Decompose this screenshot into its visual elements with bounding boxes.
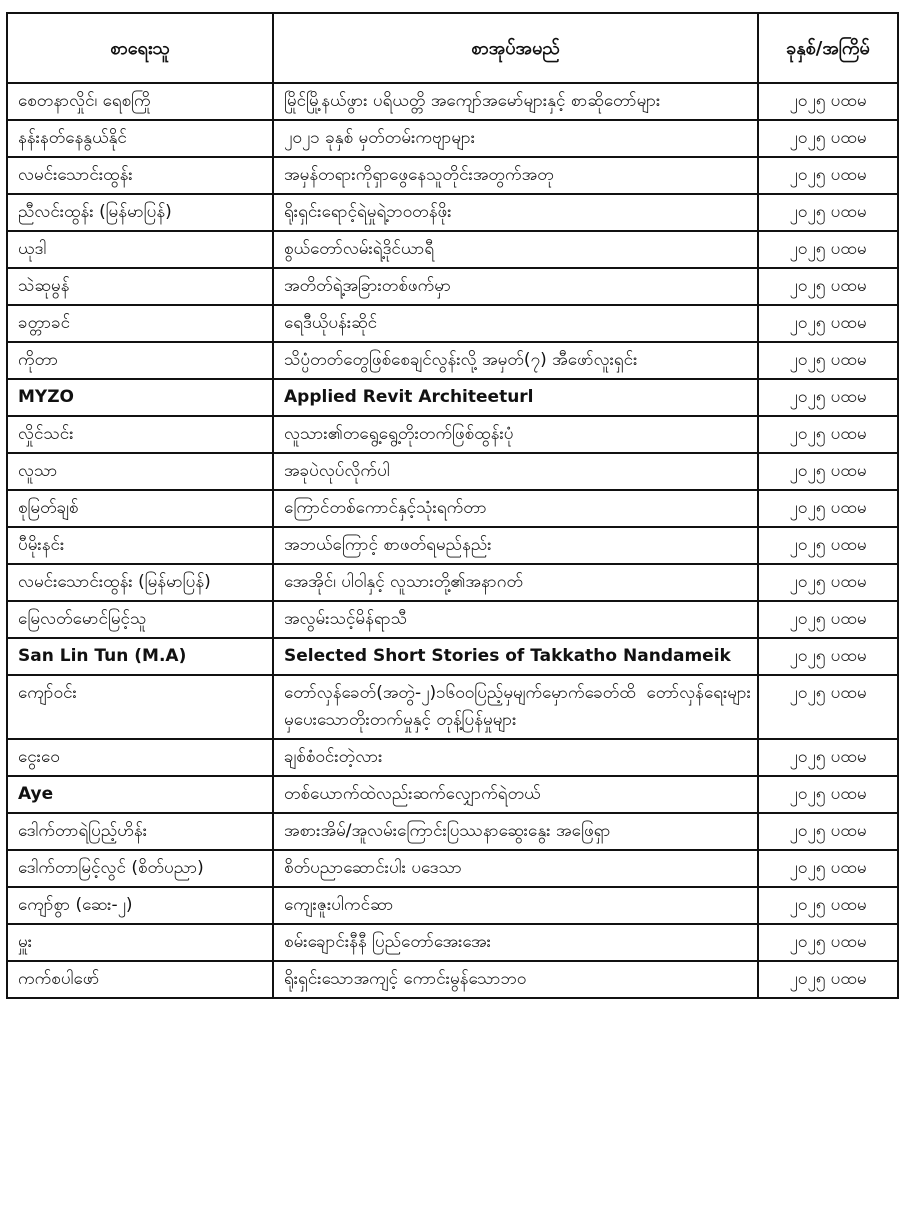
title-cell: Applied Revit Architeeturl xyxy=(273,379,758,416)
table-row xyxy=(7,850,898,887)
title-cell: တစ်ယောက်ထဲလည်းဆက်လျှောက်ရဲတယ် xyxy=(273,776,758,813)
author-cell: ဒေါက်တာရဲပြည့်ဟိန်း xyxy=(7,813,273,850)
edition-cell: ၂၀၂၅ ပထမ xyxy=(758,527,898,564)
title-cell: လူသား၏တရွေ့ရွေ့တိုးတက်ဖြစ်ထွန်းပုံ xyxy=(273,416,758,453)
title-cell: အမှန်တရားကိုရှာဖွေနေသူတိုင်းအတွက်အတု xyxy=(273,157,758,194)
table-row xyxy=(7,120,898,157)
edition-cell: ၂၀၂၅ ပထမ xyxy=(758,157,898,194)
edition-cell: ၂၀၂၅ ပထမ xyxy=(758,887,898,924)
title-cell: တော်လှန်ခေတ်(အတွဲ-၂)၁၆၀၀ပြည့်မှမျက်မှောက်ခေတ်ထိ တော်လှန်ရေးများမှပေးသောတိုးတက်မှုနှင့် တုန့်ပြန်မှုများ xyxy=(273,675,758,739)
title-cell: အလွမ်းသင့်မိန်ရာသီ xyxy=(273,601,758,638)
author-cell: လမင်းသောင်းထွန်း xyxy=(7,157,273,194)
author-cell: ကိုတာ xyxy=(7,342,273,379)
edition-cell: ၂၀၂၅ ပထမ xyxy=(758,850,898,887)
table-row xyxy=(7,157,898,194)
table-row xyxy=(7,268,898,305)
author-column-header: စာရေးသူ xyxy=(7,13,273,83)
author-cell: မြေလတ်မောင်မြင့်သူ xyxy=(7,601,273,638)
table-row xyxy=(7,342,898,379)
edition-cell: ၂၀၂၅ ပထမ xyxy=(758,490,898,527)
title-cell: မြိုင်မြို့နယ်ဖွား ပရိယတ္တိ အကျော်အမော်များနှင့် စာဆိုတော်များ xyxy=(273,83,758,120)
title-cell: ၂၀၂၁ ခုနှစ် မှတ်တမ်းကဗျာများ xyxy=(273,120,758,157)
table-row xyxy=(7,83,898,120)
edition-cell: ၂၀၂၅ ပထမ xyxy=(758,453,898,490)
title-cell: စမ်းချောင်းနီနီ ပြည်တော်အေးအေး xyxy=(273,924,758,961)
edition-cell: ၂၀၂၅ ပထမ xyxy=(758,675,898,739)
title-cell: ရိုးရှင်းသောအကျင့် ကောင်းမွန်သောဘဝ xyxy=(273,961,758,998)
title-cell: အခုပဲလုပ်လိုက်ပါ xyxy=(273,453,758,490)
title-cell: အေအိုင်၊ ပါဝါနှင့် လူသားတို့၏အနာဂတ် xyxy=(273,564,758,601)
table-row xyxy=(7,527,898,564)
table-row xyxy=(7,231,898,268)
table-row xyxy=(7,453,898,490)
author-cell: ခတ္တာခင် xyxy=(7,305,273,342)
table-row xyxy=(7,305,898,342)
edition-cell: ၂၀၂၅ ပထမ xyxy=(758,961,898,998)
author-cell: သဲဆုမွန် xyxy=(7,268,273,305)
title-cell: သိပ္ပံတတ်တွေဖြစ်စေချင်လွန်းလို့ အမှတ်(၇) အီဖော်လူးရှင်း xyxy=(273,342,758,379)
table-row xyxy=(7,564,898,601)
edition-cell: ၂၀၂၅ ပထမ xyxy=(758,342,898,379)
table-body xyxy=(7,83,898,998)
author-cell: လှိုင်သင်း xyxy=(7,416,273,453)
table-row xyxy=(7,194,898,231)
title-cell: အတိတ်ရဲ့အခြားတစ်ဖက်မှာ xyxy=(273,268,758,305)
table-row xyxy=(7,813,898,850)
author-cell: ကျော်စွာ (ဆေး-၂) xyxy=(7,887,273,924)
edition-cell: ၂၀၂၅ ပထမ xyxy=(758,83,898,120)
edition-column-header: ခုနှစ်/အကြိမ် xyxy=(758,13,898,83)
table-row xyxy=(7,490,898,527)
title-cell: ချစ်စံဝင်းတဲ့လား xyxy=(273,739,758,776)
edition-cell: ၂၀၂၅ ပထမ xyxy=(758,813,898,850)
title-cell: ကြောင်တစ်ကောင်နှင့်သုံးရက်တာ xyxy=(273,490,758,527)
author-cell: မှူး xyxy=(7,924,273,961)
edition-cell: ၂၀၂၅ ပထမ xyxy=(758,601,898,638)
edition-cell: ၂၀၂၅ ပထမ xyxy=(758,268,898,305)
author-cell: ဒေါက်တာမြင့်လွင် (စိတ်ပညာ) xyxy=(7,850,273,887)
edition-cell: ၂၀၂၅ ပထမ xyxy=(758,194,898,231)
title-cell: Selected Short Stories of Takkatho Nandameik xyxy=(273,638,758,675)
edition-cell: ၂၀၂၅ ပထမ xyxy=(758,739,898,776)
author-cell: ပီမိုးနင်း xyxy=(7,527,273,564)
author-cell: လူသာ xyxy=(7,453,273,490)
author-cell: စုမြတ်ချစ် xyxy=(7,490,273,527)
edition-cell: ၂၀၂၅ ပထမ xyxy=(758,379,898,416)
title-cell: အဘယ်ကြောင့် စာဖတ်ရမည်နည်း xyxy=(273,527,758,564)
table-header xyxy=(7,13,898,83)
title-cell: စိတ်ပညာဆောင်းပါး ပဒေသာ xyxy=(273,850,758,887)
author-cell: Aye xyxy=(7,776,273,813)
edition-cell: ၂၀၂၅ ပထမ xyxy=(758,776,898,813)
title-cell: စွယ်တော်လမ်းရဲ့ဒိုင်ယာရီ xyxy=(273,231,758,268)
title-cell: ကျေးဇူးပါကင်ဆာ xyxy=(273,887,758,924)
title-column-header: စာအုပ်အမည် xyxy=(273,13,758,83)
table-row xyxy=(7,638,898,675)
table-row xyxy=(7,887,898,924)
table-row xyxy=(7,675,898,739)
table-row xyxy=(7,961,898,998)
table-row xyxy=(7,739,898,776)
table-row xyxy=(7,379,898,416)
edition-cell: ၂၀၂၅ ပထမ xyxy=(758,305,898,342)
author-cell: MYZO xyxy=(7,379,273,416)
edition-cell: ၂၀၂၅ ပထမ xyxy=(758,638,898,675)
table-row xyxy=(7,776,898,813)
title-cell: အစားအိမ်/အူလမ်းကြောင်းပြဿနာဆွေးနွေး အဖြေရှာ xyxy=(273,813,758,850)
title-cell: ရေဒီယိုပန်းဆိုင် xyxy=(273,305,758,342)
author-cell: ငွေးဝေ xyxy=(7,739,273,776)
edition-cell: ၂၀၂၅ ပထမ xyxy=(758,924,898,961)
table-row xyxy=(7,924,898,961)
author-cell: လမင်းသောင်းထွန်း (မြန်မာပြန်) xyxy=(7,564,273,601)
edition-cell: ၂၀၂၅ ပထမ xyxy=(758,231,898,268)
table-row xyxy=(7,416,898,453)
table-row xyxy=(7,601,898,638)
edition-cell: ၂၀၂၅ ပထမ xyxy=(758,564,898,601)
book-list-table xyxy=(6,12,899,999)
author-cell: San Lin Tun (M.A) xyxy=(7,638,273,675)
author-cell: စေတနာလှိုင်၊ ရေစကြို xyxy=(7,83,273,120)
author-cell: ကက်စပါဖော် xyxy=(7,961,273,998)
author-cell: ညီလင်းထွန်း (မြန်မာပြန်) xyxy=(7,194,273,231)
author-cell: ကျော်ဝင်း xyxy=(7,675,273,739)
edition-cell: ၂၀၂၅ ပထမ xyxy=(758,416,898,453)
edition-cell: ၂၀၂၅ ပထမ xyxy=(758,120,898,157)
author-cell: ယုဒါ xyxy=(7,231,273,268)
header-row xyxy=(7,13,898,83)
author-cell: နန်းနတ်နေနွယ်နိုင် xyxy=(7,120,273,157)
title-cell: ရိုးရှင်းရောင့်ရဲမှုရဲ့ဘဝတန်ဖိုး xyxy=(273,194,758,231)
